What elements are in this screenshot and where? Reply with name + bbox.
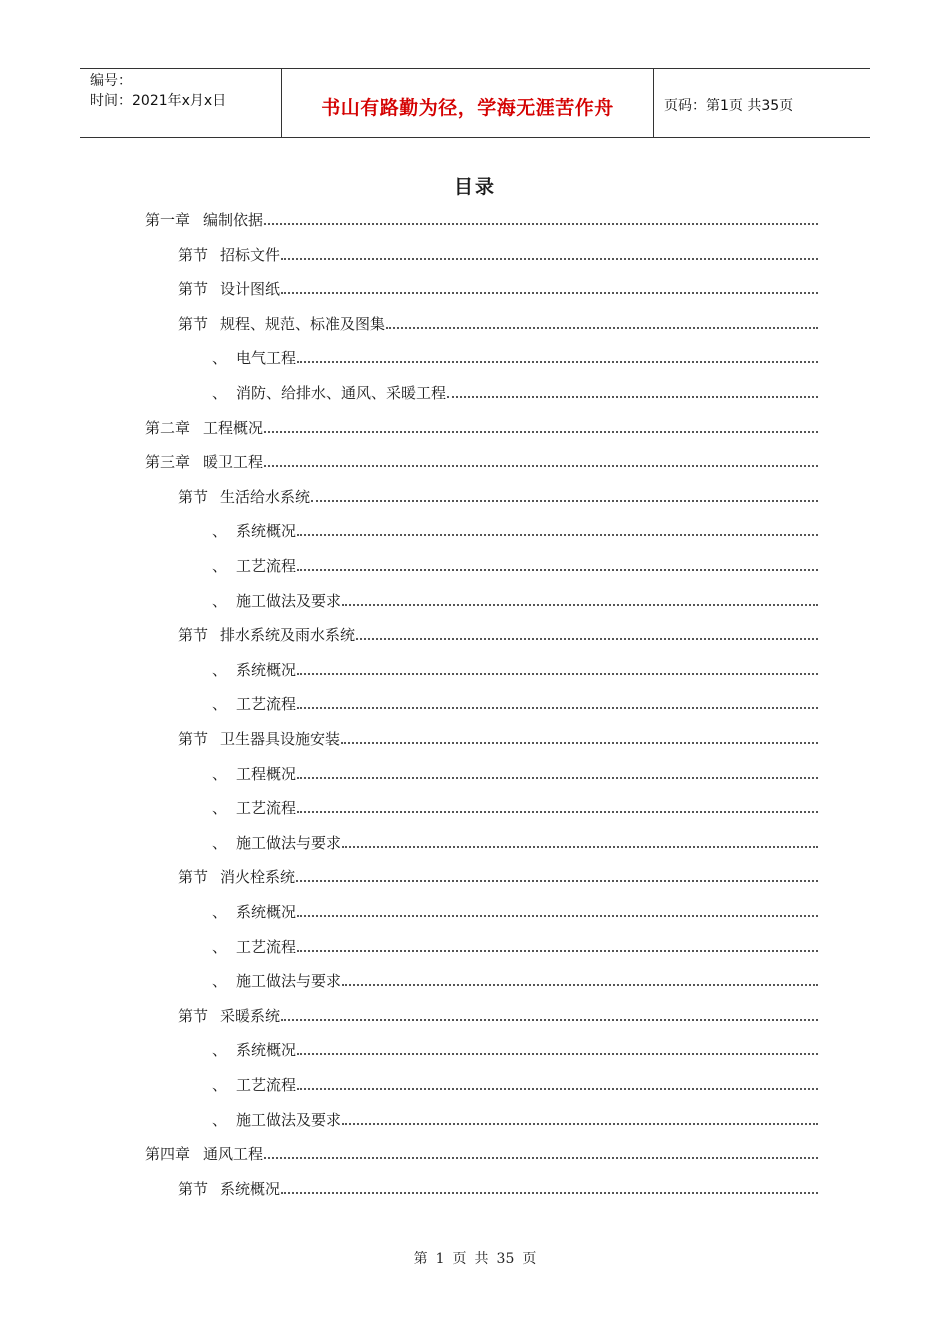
toc-entry[interactable] — [212, 898, 818, 922]
toc-entry-text: 消防、给排水、通风、采暖工程 — [236, 384, 447, 402]
toc-entry-text: 工艺流程 — [236, 557, 297, 575]
toc-entry-label — [212, 798, 296, 818]
toc-entry-text: 工艺流程 — [236, 1076, 297, 1094]
toc-dot-leader — [342, 1123, 818, 1125]
toc-entry-label — [212, 383, 446, 403]
toc-dot-leader — [264, 223, 818, 225]
toc-entry[interactable] — [178, 1175, 818, 1199]
toc-entry-text: 排水系统及雨水系统 — [220, 626, 356, 644]
toc-entry-label — [178, 487, 310, 507]
toc-entry-text: 编制依据 — [203, 211, 264, 229]
page-header — [80, 68, 870, 138]
toc-dot-leader — [297, 707, 818, 709]
toc-dot-leader — [297, 1053, 818, 1055]
toc-entry-prefix: 、 — [212, 522, 228, 540]
toc-entry-label — [212, 660, 296, 680]
toc-entry[interactable] — [212, 933, 818, 957]
header-motto-cell — [282, 69, 654, 137]
toc-dot-leader — [386, 327, 818, 329]
toc-entry[interactable] — [178, 725, 818, 749]
footer-word-ye: 页 — [452, 1251, 467, 1267]
toc-entry-text: 消火栓系统 — [220, 868, 296, 886]
toc-entry-label — [145, 210, 263, 230]
toc-entry-label — [178, 1006, 280, 1026]
toc-entry[interactable] — [212, 1071, 818, 1095]
footer-word-ye-2: 页 — [522, 1251, 537, 1267]
toc-entry-prefix: 第节 — [178, 315, 209, 333]
document-number-label: 编号： — [90, 73, 132, 89]
toc-entry-label — [178, 245, 280, 265]
toc-dot-leader — [264, 1157, 818, 1159]
toc-dot-leader — [297, 361, 818, 363]
toc-entry-label — [212, 971, 341, 991]
toc-entry-text: 通风工程 — [203, 1145, 264, 1163]
toc-entry[interactable] — [178, 241, 818, 265]
toc-entry-label — [212, 902, 296, 922]
toc-entry-prefix: 、 — [212, 1076, 228, 1094]
toc-entry-prefix: 、 — [212, 1041, 228, 1059]
toc-entry-label — [145, 1144, 263, 1164]
toc-entry-prefix: 、 — [212, 972, 228, 990]
toc-entry-text: 招标文件 — [220, 246, 281, 264]
toc-entry-text: 施工做法及要求 — [236, 1111, 342, 1129]
footer-word-gong: 共 — [474, 1251, 489, 1267]
toc-entry-prefix: 、 — [212, 384, 228, 402]
toc-entry-text: 工程概况 — [236, 765, 297, 783]
toc-entry[interactable] — [212, 1036, 818, 1060]
toc-dot-leader — [342, 984, 818, 986]
toc-entry[interactable] — [212, 760, 818, 784]
toc-entry-prefix: 第节 — [178, 1007, 209, 1025]
toc-dot-leader — [264, 465, 818, 467]
toc-entry-label — [145, 452, 263, 472]
toc-entry[interactable] — [212, 517, 818, 541]
toc-entry-label — [212, 591, 341, 611]
toc-entry-label — [178, 1179, 280, 1199]
toc-entry[interactable] — [178, 1002, 818, 1026]
toc-entry[interactable] — [178, 863, 818, 887]
toc-entry[interactable] — [212, 967, 818, 991]
toc-entry-prefix: 、 — [212, 695, 228, 713]
toc-entry-text: 施工做法与要求 — [236, 834, 342, 852]
toc-entry-text: 采暖系统 — [220, 1007, 281, 1025]
toc-dot-leader — [281, 258, 818, 260]
page-footer — [0, 1248, 950, 1268]
toc-entry-prefix: 第一章 — [145, 211, 191, 229]
toc-entry[interactable] — [212, 829, 818, 853]
toc-dot-leader — [297, 777, 818, 779]
toc-dot-leader — [297, 950, 818, 952]
toc-dot-leader — [447, 396, 818, 398]
toc-dot-leader — [281, 1019, 818, 1021]
toc-entry-label — [178, 625, 355, 645]
header-page-info: 页码：第1页 共35页 — [664, 98, 794, 114]
toc-entry-label — [212, 937, 296, 957]
toc-entry-prefix: 、 — [212, 592, 228, 610]
toc-entry-prefix: 、 — [212, 765, 228, 783]
toc-dot-leader — [356, 638, 818, 640]
toc-dot-leader — [281, 292, 818, 294]
toc-entry[interactable] — [212, 552, 818, 576]
toc-entry-label — [145, 418, 263, 438]
toc-entry-prefix: 第二章 — [145, 419, 191, 437]
toc-entry-label — [212, 1075, 296, 1095]
toc-entry-prefix: 第三章 — [145, 453, 191, 471]
toc-entry-label — [178, 314, 385, 334]
toc-dot-leader — [281, 1192, 818, 1194]
toc-entry-label — [212, 1110, 341, 1130]
toc-dot-leader — [297, 534, 818, 536]
toc-entry-label — [212, 764, 296, 784]
footer-word-di: 第 — [413, 1251, 428, 1267]
toc-entry-prefix: 第节 — [178, 246, 209, 264]
toc-dot-leader — [342, 604, 818, 606]
toc-entry-prefix: 第节 — [178, 626, 209, 644]
toc-entry[interactable] — [178, 483, 818, 507]
header-meta-cell — [80, 69, 282, 137]
toc-entry-prefix: 第节 — [178, 488, 209, 506]
toc-entry-text: 工艺流程 — [236, 938, 297, 956]
footer-page-number: 1 — [435, 1251, 445, 1267]
toc-entry-prefix: 第节 — [178, 1180, 209, 1198]
toc-entry-text: 设计图纸 — [220, 280, 281, 298]
toc-dot-leader — [297, 673, 818, 675]
toc-dot-leader — [342, 846, 818, 848]
toc-entry-text: 系统概况 — [236, 1041, 297, 1059]
toc-entry-prefix: 第节 — [178, 730, 209, 748]
toc-dot-leader — [297, 811, 818, 813]
toc-dot-leader — [297, 1088, 818, 1090]
toc-entry[interactable] — [212, 656, 818, 680]
toc-entry-label — [178, 279, 280, 299]
toc-dot-leader — [297, 569, 818, 571]
document-date-label: 时间：2021年x月x日 — [90, 93, 227, 109]
toc-entry-label — [178, 729, 340, 749]
toc-entry-prefix: 、 — [212, 1111, 228, 1129]
toc-entry[interactable] — [145, 1140, 818, 1164]
toc-entry-prefix: 、 — [212, 349, 228, 367]
toc-entry-text: 施工做法及要求 — [236, 592, 342, 610]
toc-dot-leader — [297, 915, 818, 917]
toc-entry-text: 系统概况 — [236, 522, 297, 540]
toc-entry-label — [212, 833, 341, 853]
toc-entry-text: 卫生器具设施安装 — [220, 730, 341, 748]
toc-entry-label — [212, 348, 296, 368]
toc-entry[interactable] — [145, 206, 818, 230]
toc-entry-text: 生活给水系统 — [220, 488, 311, 506]
toc-entry-prefix: 、 — [212, 661, 228, 679]
toc-entry[interactable] — [145, 448, 818, 472]
toc-entry-label — [212, 694, 296, 714]
toc-entry-prefix: 、 — [212, 903, 228, 921]
toc-entry-label — [212, 521, 296, 541]
toc-entry[interactable] — [212, 690, 818, 714]
toc-entry[interactable] — [212, 794, 818, 818]
toc-entry-text: 工艺流程 — [236, 695, 297, 713]
toc-entry-prefix: 、 — [212, 834, 228, 852]
toc-entry-label — [178, 867, 295, 887]
toc-entry[interactable] — [212, 1106, 818, 1130]
toc-dot-leader — [296, 880, 818, 882]
toc-entry-text: 系统概况 — [220, 1180, 281, 1198]
toc-entry-prefix: 第四章 — [145, 1145, 191, 1163]
toc-dot-leader — [264, 431, 818, 433]
header-page-cell — [654, 69, 870, 137]
toc-entry-text: 规程、规范、标准及图集 — [220, 315, 386, 333]
toc-entry-prefix: 第节 — [178, 868, 209, 886]
toc-entry[interactable] — [212, 344, 818, 368]
toc-entry-prefix: 、 — [212, 557, 228, 575]
toc-entry-text: 电气工程 — [236, 349, 297, 367]
toc-entry[interactable] — [178, 310, 818, 334]
toc-entry-prefix: 第节 — [178, 280, 209, 298]
toc-entry-text: 施工做法与要求 — [236, 972, 342, 990]
toc-entry[interactable] — [212, 587, 818, 611]
toc-entry[interactable] — [212, 379, 818, 403]
toc-dot-leader — [341, 742, 818, 744]
toc-entry-label — [212, 1040, 296, 1060]
toc-entry-text: 工艺流程 — [236, 799, 297, 817]
header-motto: 书山有路勤为径，学海无涯苦作舟 — [321, 97, 614, 119]
toc-entry[interactable] — [178, 275, 818, 299]
toc-entry-prefix: 、 — [212, 938, 228, 956]
toc-entry-text: 系统概况 — [236, 903, 297, 921]
toc-entry-text: 工程概况 — [203, 419, 264, 437]
toc-entry[interactable] — [178, 621, 818, 645]
toc-entry-text: 系统概况 — [236, 661, 297, 679]
toc-title: 目录 — [453, 176, 496, 198]
toc-entry-prefix: 、 — [212, 799, 228, 817]
toc-entry-label — [212, 556, 296, 576]
toc-dot-leader — [311, 500, 818, 502]
footer-total-pages: 35 — [496, 1251, 515, 1267]
toc-entry-text: 暖卫工程 — [203, 453, 264, 471]
toc-entry[interactable] — [145, 414, 818, 438]
